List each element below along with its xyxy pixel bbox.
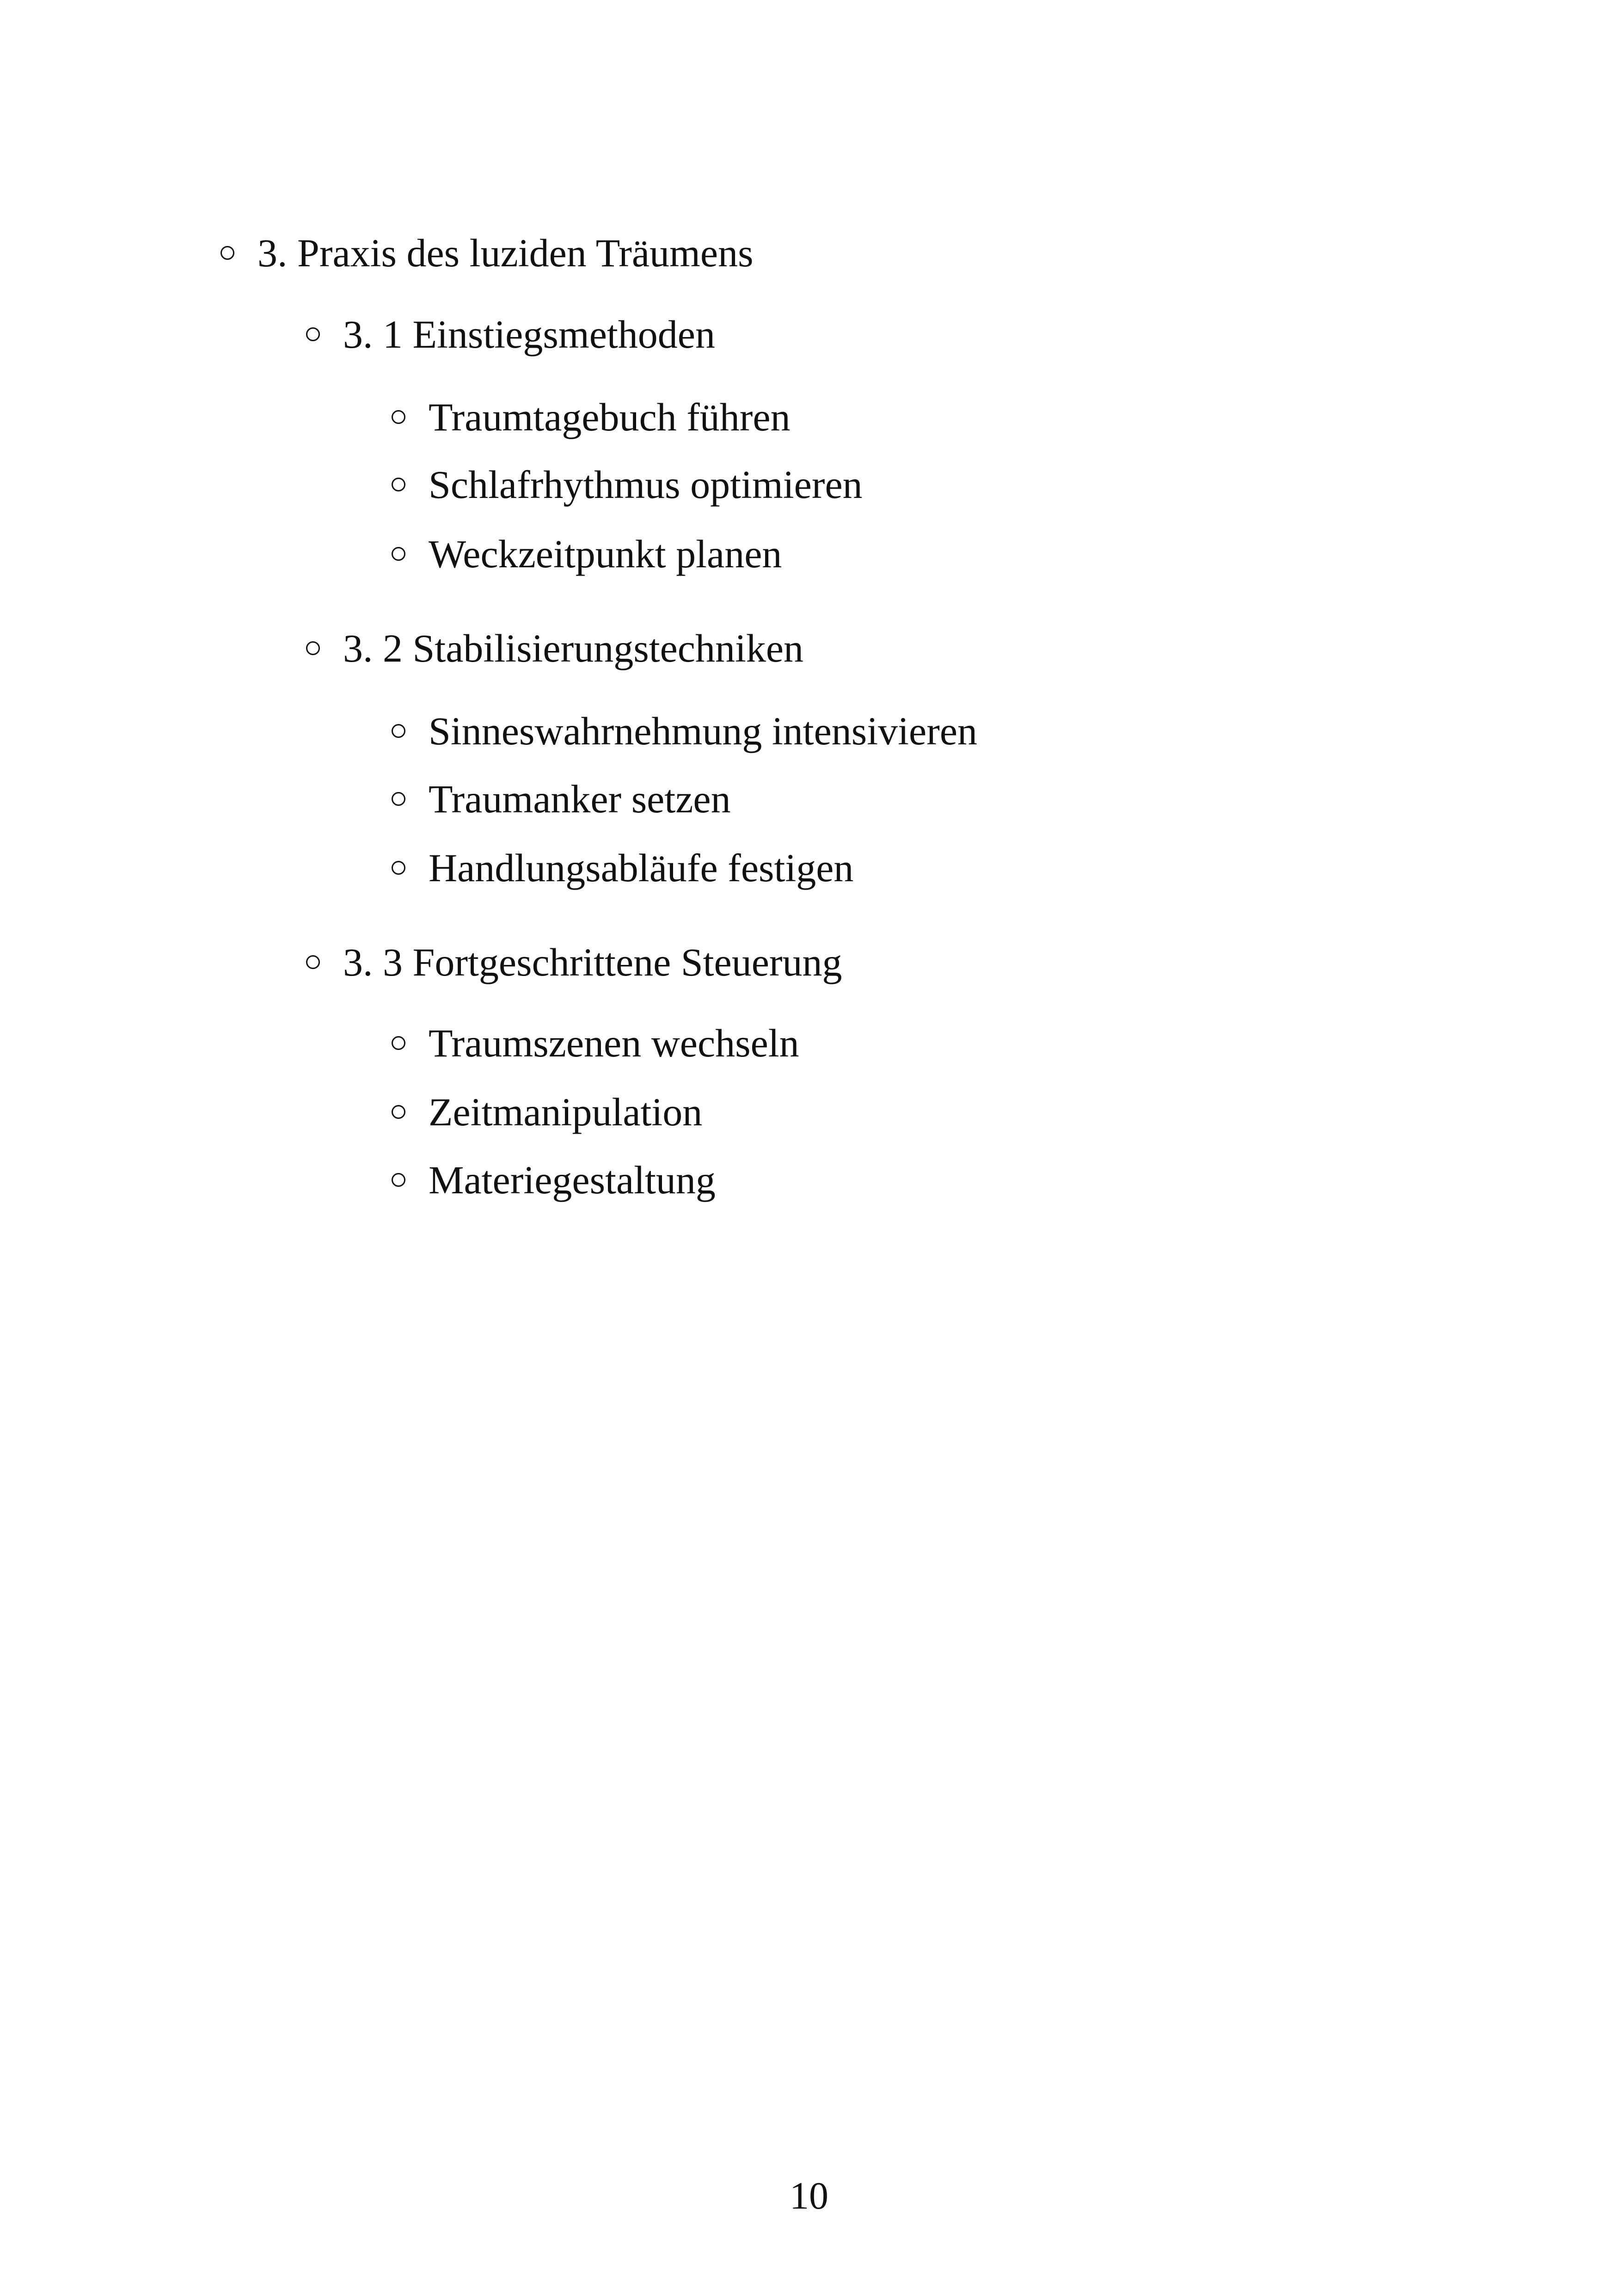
- list-item-text: Handlungsabläufe festigen: [429, 846, 854, 890]
- hollow-circle-bullet-icon: [392, 724, 405, 738]
- outline-subsection-item: [306, 314, 715, 354]
- list-item-text: Sinneswahrnehmung intensivieren: [429, 709, 978, 753]
- hollow-circle-bullet-icon: [392, 1173, 405, 1187]
- outline-list-item: [392, 397, 791, 437]
- outline-list-item: [392, 1160, 716, 1200]
- outline-list-item: [392, 1092, 702, 1132]
- subsection-title: 3. 2 Stabilisierungstechniken: [343, 626, 804, 670]
- list-item-text: Traumtagebuch führen: [429, 395, 791, 439]
- outline-list-item: [392, 779, 731, 819]
- list-item-text: Weckzeitpunkt planen: [429, 532, 782, 576]
- hollow-circle-bullet-icon: [392, 478, 405, 491]
- outline-list-item: [392, 1023, 799, 1063]
- page-number: 10: [790, 2174, 828, 2217]
- hollow-circle-bullet-icon: [221, 246, 234, 260]
- outline-list-item: [392, 711, 977, 751]
- list-item-text: Traumanker setzen: [429, 777, 731, 821]
- hollow-circle-bullet-icon: [392, 410, 405, 424]
- hollow-circle-bullet-icon: [392, 1036, 405, 1050]
- list-item-text: Materiegestaltung: [429, 1158, 716, 1202]
- hollow-circle-bullet-icon: [392, 1105, 405, 1119]
- hollow-circle-bullet-icon: [392, 547, 405, 561]
- list-item-text: Zeitmanipulation: [429, 1090, 703, 1134]
- list-item-text: Traumszenen wechseln: [429, 1021, 799, 1065]
- outline-subsection-item: [306, 628, 803, 668]
- outline-subsection-item: [306, 942, 842, 982]
- hollow-circle-bullet-icon: [306, 955, 320, 969]
- outline-list-item: [392, 462, 863, 507]
- outline-list-item: [392, 534, 782, 574]
- outline-list-item: [392, 848, 853, 888]
- subsection-title: 3. 1 Einstiegsmethoden: [343, 312, 715, 356]
- hollow-circle-bullet-icon: [306, 327, 320, 341]
- hollow-circle-bullet-icon: [392, 792, 405, 806]
- hollow-circle-bullet-icon: [392, 861, 405, 875]
- hollow-circle-bullet-icon: [306, 641, 320, 655]
- section-title: 3. Praxis des luziden Träumens: [257, 231, 754, 275]
- list-item-text: Schlafrhythmus optimieren: [429, 462, 863, 507]
- subsection-title: 3. 3 Fortgeschrittene Steuerung: [343, 940, 842, 984]
- outline-section-item: [221, 233, 754, 273]
